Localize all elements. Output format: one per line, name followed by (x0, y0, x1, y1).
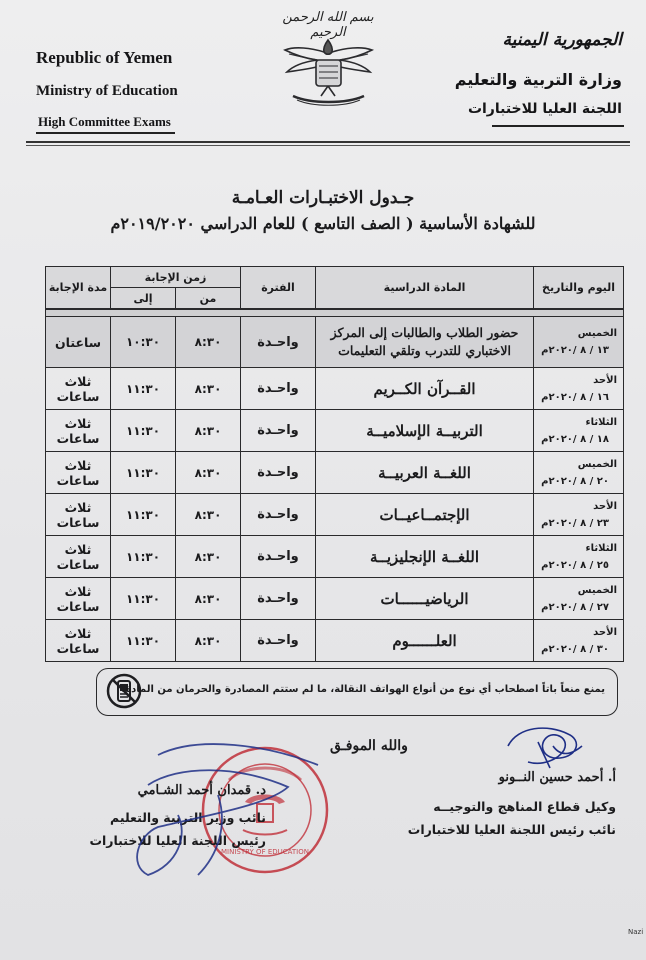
row-from: ٨:٣٠ (176, 452, 241, 494)
header-arabic-line-1: الجمهورية اليمنية (502, 30, 622, 50)
row-day: الخميس (577, 328, 618, 339)
signatory-left-name: د. قمدان أحمد الشـامي (137, 783, 266, 798)
header-arabic-line-2: وزارة التربية والتعليم (454, 70, 622, 89)
row-subject: اللغــة العربيــة (316, 452, 534, 494)
row-duration: ثلاث ساعات (46, 410, 111, 452)
row-date: ٢٠ / ٨ /٢٠٢٠م (541, 475, 610, 487)
table-row (46, 494, 624, 536)
row-duration: ثلاث ساعات (46, 368, 111, 410)
row-from: ٨:٣٠ (176, 536, 241, 578)
row-subject: العلــــــوم (316, 620, 534, 662)
row-to: ١١:٣٠ (111, 578, 176, 620)
row-date: ٢٣ / ٨ /٢٠٢٠م (541, 517, 610, 529)
row-day: الأحد (593, 374, 618, 386)
row-duration: ثلاث ساعات (46, 494, 111, 536)
row-subject: التربيــة الإسلاميــة (316, 410, 534, 452)
page-subtitle: للشهادة الأساسية ( الصف التاسع ) للعام الدراسي ٢٠١٩/٢٠٢٠م (110, 214, 536, 233)
table-row (46, 368, 624, 410)
basmala-text: بسم الله الرحمن الرحيم (282, 10, 374, 40)
row-to: ١١:٣٠ (111, 536, 176, 578)
header-underline (492, 125, 624, 127)
row-period: واحـدة (241, 368, 316, 410)
row-to: ١٠:٣٠ (111, 317, 176, 368)
eagle-emblem-icon (281, 30, 376, 112)
row-period: واحـدة (241, 494, 316, 536)
header-separator (46, 309, 624, 317)
row-to: ١١:٣٠ (111, 368, 176, 410)
row-day: الخميس (577, 584, 618, 596)
row-from: ٨:٣٠ (176, 578, 241, 620)
corner-watermark-text: Nazi (628, 928, 644, 936)
header-divider-thin (26, 145, 630, 146)
row-from: ٨:٣٠ (176, 410, 241, 452)
signatory-right-title-2: نائب رئيس اللجنة العليا للاختبارات (407, 822, 616, 837)
header-english-line-2: Ministry of Education (36, 83, 178, 99)
row-duration: ثلاث ساعات (46, 536, 111, 578)
row-period: واحـدة (241, 317, 316, 368)
phone-warning-box (96, 668, 618, 716)
row-from: ٨:٣٠ (176, 368, 241, 410)
row-date: ١٨ / ٨ /٢٠٢٠م (541, 433, 610, 445)
row-duration: ثلاث ساعات (46, 578, 111, 620)
exam-schedule-table (45, 266, 624, 662)
header-duration: مدة الإجابة (46, 267, 111, 310)
row-day: الثلاثاء (585, 416, 618, 428)
table-row (46, 578, 624, 620)
row-day: الخميس (577, 458, 618, 470)
phone-warning-text: يمنع منعاً باتاً اصطحاب أي نوع من أنواع الهواتف النقالة، ما لم ستتم المصادرة والحرمان من المادة. (121, 684, 605, 695)
row-from: ٨:٣٠ (176, 494, 241, 536)
row-to: ١١:٣٠ (111, 452, 176, 494)
row-to: ١١:٣٠ (111, 410, 176, 452)
table-row (46, 410, 624, 452)
handwritten-signature-left (118, 735, 338, 885)
page-title: جـدول الاختبـارات العـامـة (231, 188, 415, 208)
signatory-left-title-2: رئيس اللجنة العليا للاختبارات (89, 833, 266, 848)
header-answer-time: زمن الإجابة (111, 267, 241, 288)
row-subject: الإجتمــاعيــات (316, 494, 534, 536)
table-row (46, 536, 624, 578)
header-english-line-3: High Committee Exams (36, 114, 175, 134)
stamp-text: MINISTRY OF EDUCATION (221, 848, 309, 856)
row-subject: اللغــة الإنجليزيــة (316, 536, 534, 578)
signatory-right-name: أ. أحمد حسين النــونو (498, 770, 616, 785)
header-period: الفترة (241, 267, 316, 310)
header-subject: المادة الدراسية (316, 267, 534, 310)
signatory-right-title-1: وكيل قطاع المناهج والتوجيــه (433, 799, 616, 814)
closing-phrase: والله الموفـق (330, 738, 408, 754)
row-period: واحـدة (241, 620, 316, 662)
row-to: ١١:٣٠ (111, 494, 176, 536)
row-from: ٨:٣٠ (176, 317, 241, 368)
header-divider (26, 141, 630, 143)
header-from: من (176, 288, 241, 310)
header-arabic-line-3: اللجنة العليا للاختبارات (467, 101, 622, 117)
row-from: ٨:٣٠ (176, 620, 241, 662)
row-date: ١٣ / ٨ /٢٠٢٠م (541, 345, 610, 356)
row-day: الأحد (593, 626, 618, 638)
signatory-left-title-1: نائب وزير التربية والتعليم (110, 810, 266, 825)
row-to: ١١:٣٠ (111, 620, 176, 662)
row-date: ٢٥ / ٨ /٢٠٢٠م (541, 559, 610, 571)
row-day: الأحد (593, 500, 618, 512)
table-row (46, 317, 624, 368)
header-english-line-1: Republic of Yemen (36, 48, 173, 67)
header-to: إلى (111, 288, 176, 310)
row-subject: حضور الطلاب والطالبات إلى المركز الاختباري للتدرب وتلقي التعليمات (316, 317, 534, 368)
row-day: الثلاثاء (585, 542, 618, 554)
header-day-date: اليوم والتاريخ (534, 267, 624, 310)
table-row (46, 620, 624, 662)
row-date: ٣٠ / ٨ /٢٠٢٠م (541, 643, 610, 655)
row-period: واحـدة (241, 452, 316, 494)
table-row (46, 452, 624, 494)
row-period: واحـدة (241, 578, 316, 620)
handwritten-signature-right (498, 716, 590, 772)
row-date: ١٦ / ٨ /٢٠٢٠م (541, 391, 610, 403)
row-subject: الرياضيــــــات (316, 578, 534, 620)
row-subject: القــرآن الكــريم (316, 368, 534, 410)
row-period: واحـدة (241, 536, 316, 578)
row-date: ٢٧ / ٨ /٢٠٢٠م (541, 601, 610, 613)
row-duration: ثلاث ساعات (46, 620, 111, 662)
row-period: واحـدة (241, 410, 316, 452)
row-duration: ثلاث ساعات (46, 452, 111, 494)
row-duration: ساعتان (46, 317, 111, 368)
